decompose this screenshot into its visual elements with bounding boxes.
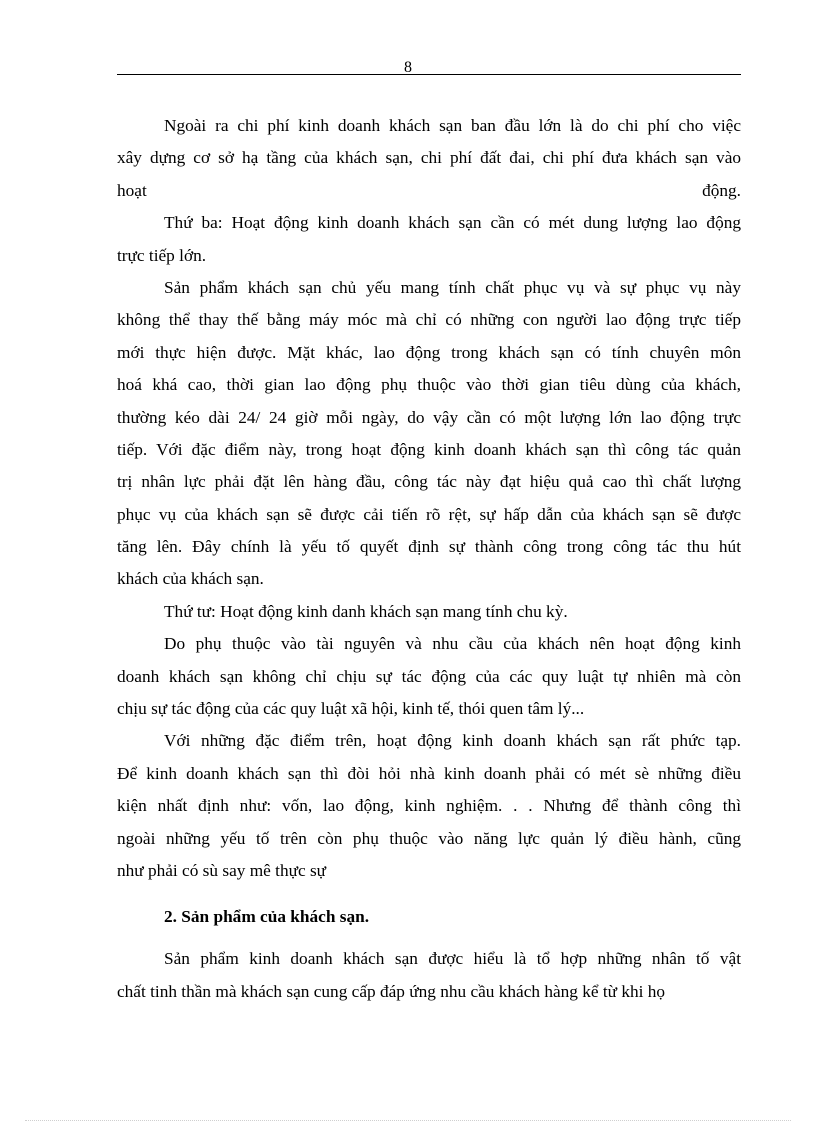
header-rule bbox=[117, 74, 741, 75]
text-line: chịu sự tác động của các quy luật xã hội, kinh tế, thói quen tâm lý... bbox=[117, 699, 585, 719]
text-line: hoá khá cao, thời gian lao động phụ thuộc vào thời gian tiêu dùng của khách, bbox=[117, 375, 741, 395]
text-line: ngoài những yếu tố trên còn phụ thuộc vào năng lực quản lý điều hành, cũng bbox=[117, 828, 741, 848]
page-number: 8 bbox=[404, 59, 412, 76]
text-line: Ngoài ra chi phí kinh doanh khách sạn ban đầu lớn là do chi phí cho việc bbox=[164, 116, 741, 135]
text-line: Để kinh doanh khách sạn thì đòi hỏi nhà kinh doanh phải có mét sè những điều bbox=[117, 763, 741, 783]
text-line: chất tinh thần mà khách sạn cung cấp đáp ứng nhu cầu khách hàng kể từ khi họ bbox=[117, 981, 666, 1001]
text-line: Với những đặc điểm trên, hoạt động kinh doanh khách sạn rất phức tạp. bbox=[164, 731, 741, 751]
paragraphs-after-heading bbox=[117, 943, 741, 1008]
section-heading: 2. Sản phẩm của khách sạn. bbox=[164, 907, 370, 927]
text-line: khách của khách sạn. bbox=[117, 569, 264, 589]
text-line: tăng lên. Đây chính là yếu tố quyết định sự thành công trong công tác thu hút bbox=[117, 537, 741, 557]
text-line: mới thực hiện được. Mặt khác, lao động trong khách sạn có tính chuyên môn bbox=[117, 342, 741, 362]
text-line: Thứ ba: Hoạt động kinh doanh khách sạn cần có mét dung lượng lao động bbox=[164, 213, 741, 233]
page-bottom-border bbox=[25, 1120, 791, 1121]
text-line: tiếp. Với đặc điểm này, trong hoạt động kinh doanh khách sạn thì công tác quản bbox=[117, 439, 741, 459]
text-line: trực tiếp lớn. bbox=[117, 245, 207, 265]
text-line: hoạt động. bbox=[117, 180, 741, 200]
text-line: Do phụ thuộc vào tài nguyên và nhu cầu của khách nên hoạt động kinh bbox=[164, 634, 741, 654]
text-line: Sản phẩm kinh doanh khách sạn được hiểu là tổ hợp những nhân tố vật bbox=[164, 949, 741, 969]
text-line: Thứ tư: Hoạt động kinh danh khách sạn mang tính chu kỳ. bbox=[164, 601, 568, 621]
paragraphs-before-heading bbox=[117, 110, 741, 887]
text-line: xây dựng cơ sở hạ tầng của khách sạn, chi phí đất đai, chi phí đưa khách sạn vào bbox=[117, 148, 741, 168]
body-text bbox=[117, 110, 741, 1008]
text-line: thường kéo dài 24/ 24 giờ mỗi ngày, do vậy cần có một lượng lớn lao động trực bbox=[117, 407, 741, 427]
text-line: doanh khách sạn không chỉ chịu sự tác động của các quy luật tự nhiên mà còn bbox=[117, 666, 741, 686]
text-line: như phải có sù say mê thực sự bbox=[117, 860, 327, 880]
text-line: trị nhân lực phải đặt lên hàng đầu, công tác này đạt hiệu quả cao thì chất lượng bbox=[117, 472, 741, 492]
text-line: Sản phẩm khách sạn chủ yếu mang tính chất phục vụ và sự phục vụ này bbox=[164, 277, 741, 297]
text-line: phục vụ của khách sạn sẽ được cải tiến rõ rệt, sự hấp dẫn của khách sạn sẽ được bbox=[117, 504, 741, 524]
text-line: không thể thay thế bằng máy móc mà chỉ có những con người lao động trực tiếp bbox=[117, 310, 741, 330]
text-line: kiện nhất định như: vốn, lao động, kinh nghiệm. . . Nhưng để thành công thì bbox=[117, 796, 741, 816]
